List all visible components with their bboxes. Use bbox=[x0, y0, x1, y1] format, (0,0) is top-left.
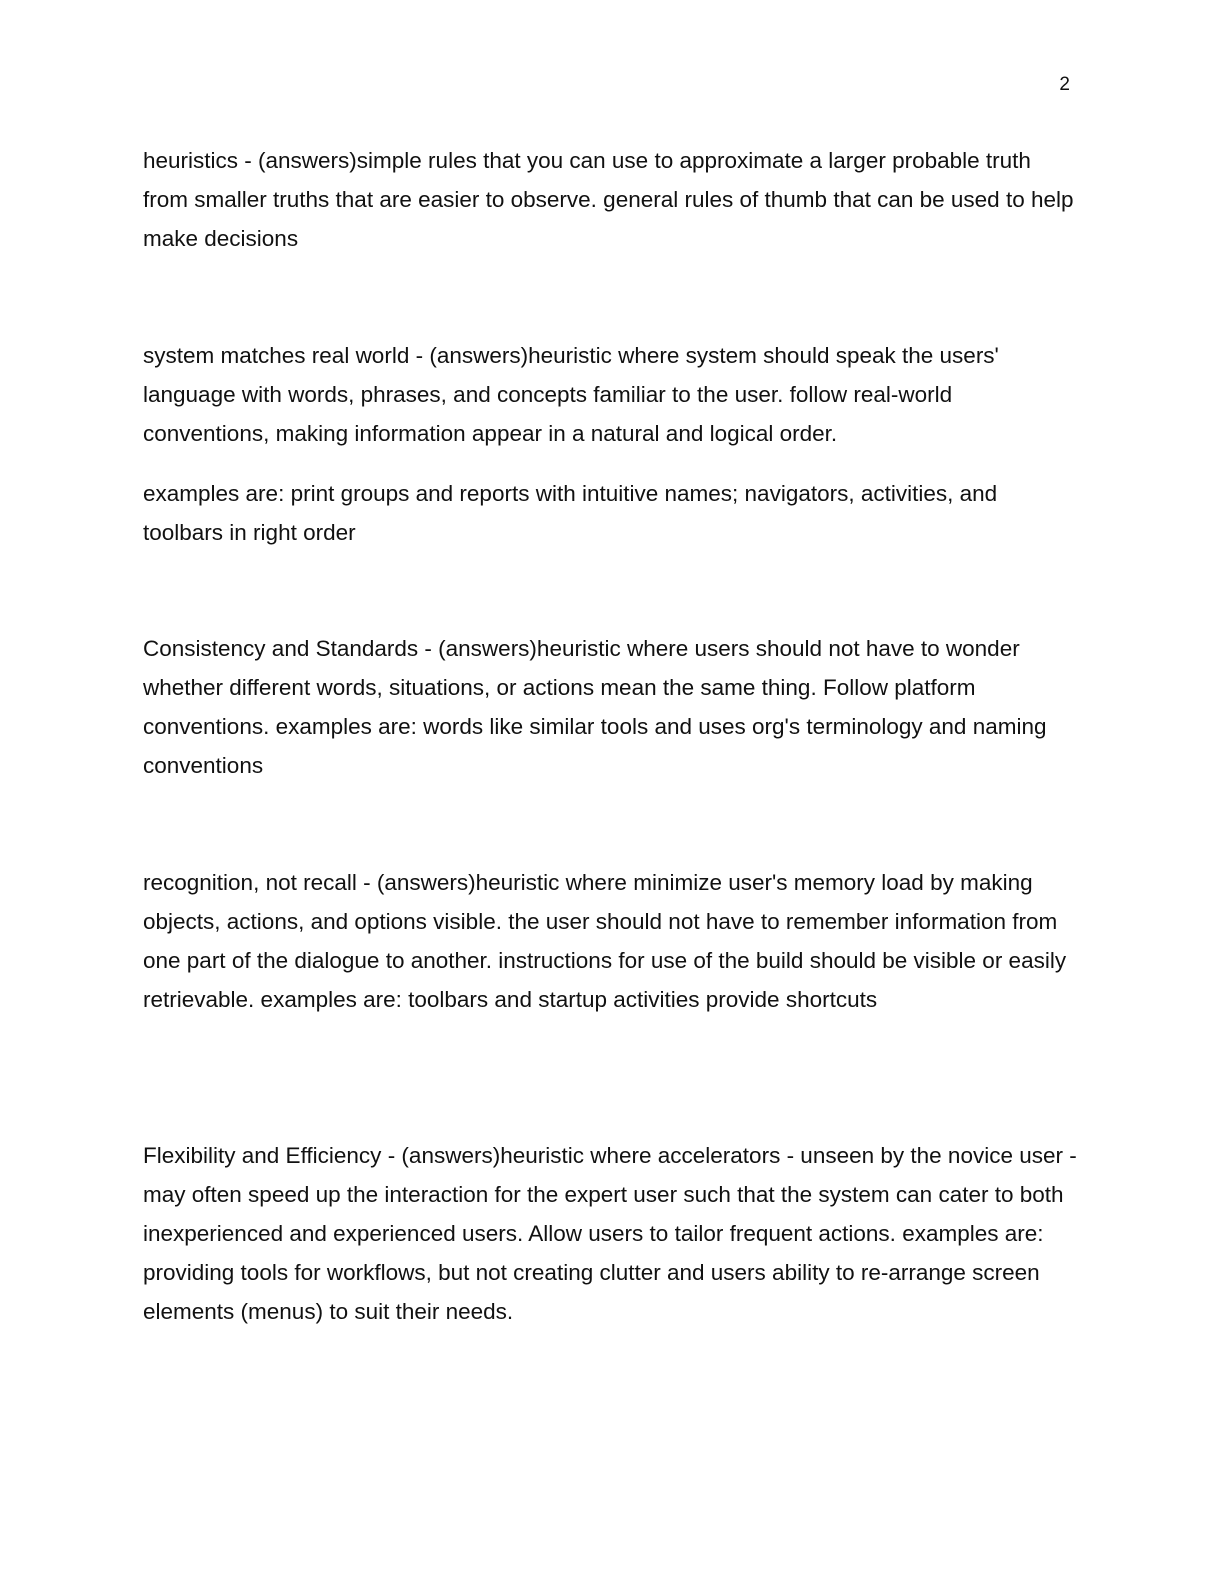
entry-recognition-not-recall: recognition, not recall - (answers)heuristic where minimize user's memory load by making objects, actions, and options visible. the user should not have to remember information from one part of the dialogue to another. instructions for use of the build should be visible or easily retrievable. examples are: toolbars and startup activities provide shortcuts bbox=[143, 870, 1067, 1012]
entry-consistency-and-standards: Consistency and Standards - (answers)heuristic where users should not have to wonder whether different words, situations, or actions mean the same thing. Follow platform conventions. examples are: words like similar tools and uses org's terminology and naming conventions bbox=[143, 636, 1047, 778]
entry-system-matches-real-world-examples: examples are: print groups and reports with intuitive names; navigators, activities, and toolbars in right order bbox=[143, 481, 998, 545]
entry-system-matches-real-world: system matches real world - (answers)heuristic where system should speak the users' language with words, phrases, and concepts familiar to the user. follow real-world conventions, making information appear in a natural and logical order. bbox=[143, 343, 999, 446]
page-number: 2 bbox=[1059, 74, 1070, 95]
entry-heuristics: heuristics - (answers)simple rules that you can use to approximate a larger probable truth from smaller truths that are easier to observe. general rules of thumb that can be used to help make decisions bbox=[143, 148, 1074, 251]
entry-flexibility-and-efficiency: Flexibility and Efficiency - (answers)heuristic where accelerators - unseen by the novice user - may often speed up the interaction for the expert user such that the system can cater to both inexperienced and experienced users. Allow users to tailor frequent actions. examples are: providing tools for workflows, but not creating clutter and users ability to re-arrange screen elements (menus) to suit their needs. bbox=[143, 1143, 1077, 1324]
